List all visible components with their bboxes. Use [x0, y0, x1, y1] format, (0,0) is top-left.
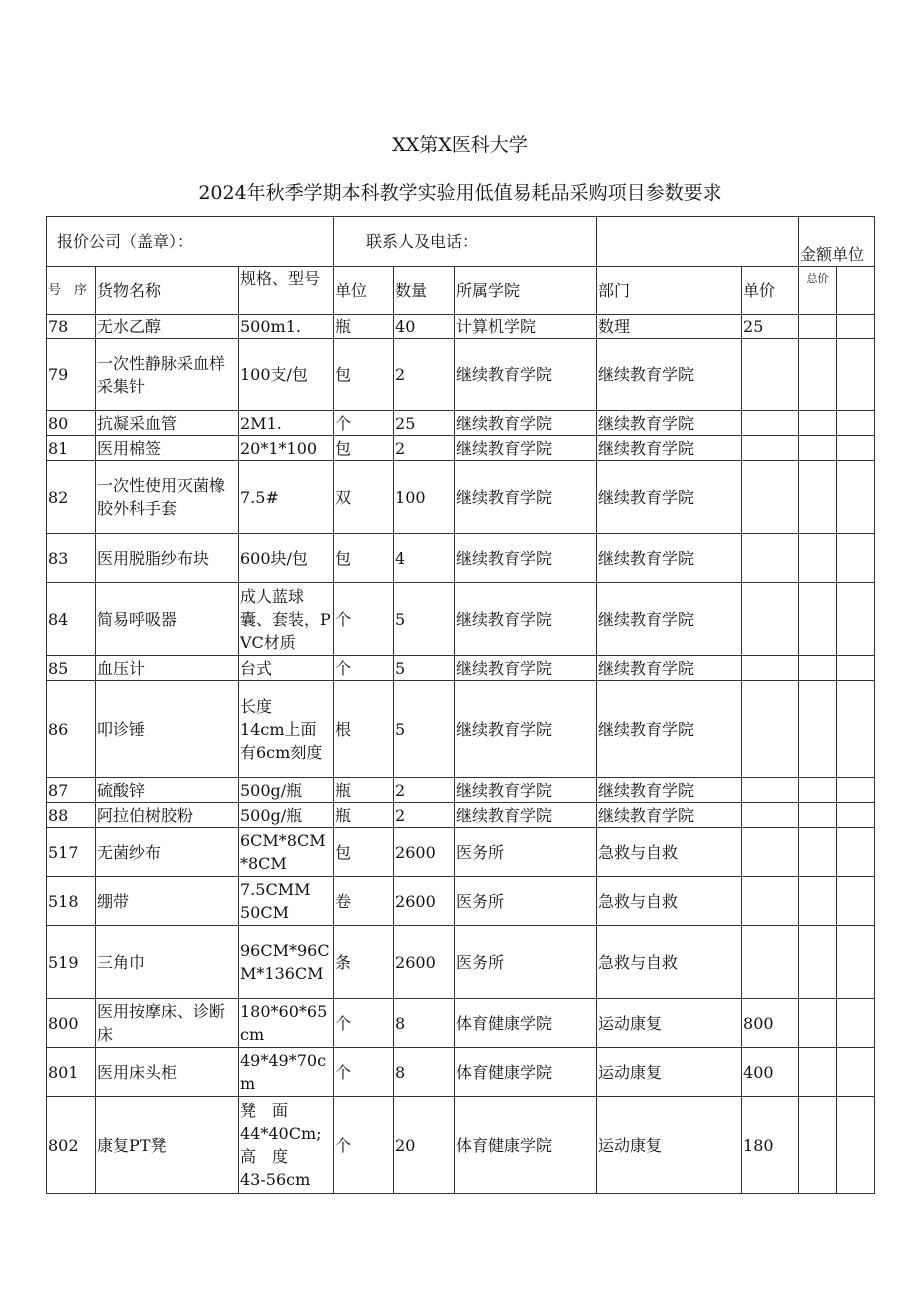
- item-name: 医用按摩床、诊断床: [96, 999, 239, 1048]
- item-extra-cell[interactable]: [837, 411, 875, 436]
- item-name: 叩诊锤: [96, 681, 239, 778]
- item-quantity: 2: [394, 803, 455, 828]
- item-unit: 个: [334, 1048, 394, 1097]
- item-unit-price: [742, 656, 799, 681]
- item-quantity: 5: [394, 656, 455, 681]
- item-department: 急救与自救: [597, 926, 742, 999]
- item-unit-price: [742, 803, 799, 828]
- item-name: 阿拉伯树胶粉: [96, 803, 239, 828]
- col-price: 单价: [742, 267, 799, 315]
- item-spec: 凳 面 44*40Cm; 高 度 43-56cm: [239, 1097, 334, 1194]
- item-name: 简易呼吸器: [96, 583, 239, 656]
- table-row: [47, 828, 875, 877]
- item-spec: 96CM*96CM*136CM: [239, 926, 334, 999]
- item-extra-cell[interactable]: [837, 828, 875, 877]
- item-total-price[interactable]: [799, 1048, 837, 1097]
- item-spec: 6CM*8CM*8CM: [239, 828, 334, 877]
- item-quantity: 5: [394, 583, 455, 656]
- item-unit: 个: [334, 411, 394, 436]
- item-total-price[interactable]: [799, 461, 837, 534]
- table-row: [47, 1048, 875, 1097]
- item-extra-cell[interactable]: [837, 1097, 875, 1194]
- row-number: 800: [47, 999, 96, 1048]
- item-unit: 个: [334, 583, 394, 656]
- item-spec: 台式: [239, 656, 334, 681]
- item-college: 体育健康学院: [455, 999, 597, 1048]
- item-college: 继续教育学院: [455, 436, 597, 461]
- item-unit-price: [742, 436, 799, 461]
- item-quantity: 8: [394, 999, 455, 1048]
- item-name: 无水乙醇: [96, 315, 239, 339]
- item-spec: 500g/瓶: [239, 778, 334, 803]
- table-row: [47, 534, 875, 583]
- table-row: [47, 339, 875, 411]
- item-spec: 180*60*65cm: [239, 999, 334, 1048]
- item-unit-price: [742, 583, 799, 656]
- item-extra-cell[interactable]: [837, 339, 875, 411]
- item-college: 继续教育学院: [455, 656, 597, 681]
- document-title: XX第X医科大学: [392, 134, 528, 156]
- item-quantity: 20: [394, 1097, 455, 1194]
- item-unit-price: [742, 534, 799, 583]
- item-total-price[interactable]: [799, 411, 837, 436]
- item-quantity: 25: [394, 411, 455, 436]
- item-quantity: 2600: [394, 877, 455, 926]
- contact-value-cell[interactable]: [597, 217, 799, 267]
- table-row: [47, 1097, 875, 1194]
- item-unit-price: [742, 877, 799, 926]
- item-total-price[interactable]: [799, 436, 837, 461]
- table-row: [47, 681, 875, 778]
- item-quantity: 5: [394, 681, 455, 778]
- document-subtitle: 2024年秋季学期本科教学实验用低值易耗品采购项目参数要求: [198, 182, 722, 204]
- table-row: [47, 999, 875, 1048]
- item-unit: 个: [334, 1097, 394, 1194]
- item-unit-price: 25: [742, 315, 799, 339]
- item-unit-price: 800: [742, 999, 799, 1048]
- item-unit: 包: [334, 534, 394, 583]
- item-extra-cell[interactable]: [837, 436, 875, 461]
- procurement-table: [46, 216, 875, 1194]
- row-number: 78: [47, 315, 96, 339]
- item-name: 一次性静脉采血样 采集针: [96, 339, 239, 411]
- item-college: 继续教育学院: [455, 778, 597, 803]
- row-number: 802: [47, 1097, 96, 1194]
- item-department: 继续教育学院: [597, 411, 742, 436]
- item-quantity: 8: [394, 1048, 455, 1097]
- col-college: 所属学院: [455, 267, 597, 315]
- table-row: [47, 461, 875, 534]
- table-row: [47, 778, 875, 803]
- item-department: 数理: [597, 315, 742, 339]
- item-unit: 双: [334, 461, 394, 534]
- item-college: 继续教育学院: [455, 681, 597, 778]
- item-extra-cell[interactable]: [837, 461, 875, 534]
- item-department: 继续教育学院: [597, 436, 742, 461]
- item-spec: 7.5CMM 50CM: [239, 877, 334, 926]
- item-college: 继续教育学院: [455, 411, 597, 436]
- item-total-price[interactable]: [799, 681, 837, 778]
- row-number: 79: [47, 339, 96, 411]
- column-header-row: [47, 267, 875, 315]
- amount-unit-label: 金额单位: [799, 217, 875, 267]
- item-total-price[interactable]: [799, 926, 837, 999]
- item-unit: 个: [334, 999, 394, 1048]
- row-number: 86: [47, 681, 96, 778]
- item-unit-price: [742, 339, 799, 411]
- item-extra-cell[interactable]: [837, 583, 875, 656]
- table-row: [47, 583, 875, 656]
- item-quantity: 2: [394, 778, 455, 803]
- item-unit: 根: [334, 681, 394, 778]
- item-extra-cell[interactable]: [837, 999, 875, 1048]
- item-department: 急救与自救: [597, 877, 742, 926]
- item-total-price[interactable]: [799, 315, 837, 339]
- item-total-price[interactable]: [799, 583, 837, 656]
- item-quantity: 2: [394, 339, 455, 411]
- row-number: 87: [47, 778, 96, 803]
- item-name: 血压计: [96, 656, 239, 681]
- item-department: 继续教育学院: [597, 681, 742, 778]
- row-number: 80: [47, 411, 96, 436]
- item-unit-price: 400: [742, 1048, 799, 1097]
- table-row: [47, 315, 875, 339]
- item-college: 继续教育学院: [455, 339, 597, 411]
- item-total-price[interactable]: [799, 828, 837, 877]
- item-college: 体育健康学院: [455, 1097, 597, 1194]
- item-spec: 500g/瓶: [239, 803, 334, 828]
- item-name: 医用棉签: [96, 436, 239, 461]
- item-name: 一次性使用灭菌橡胶外科手套: [96, 461, 239, 534]
- item-college: 继续教育学院: [455, 803, 597, 828]
- item-unit: 包: [334, 339, 394, 411]
- item-unit: 包: [334, 436, 394, 461]
- item-unit-price: [742, 926, 799, 999]
- item-extra-cell[interactable]: [837, 681, 875, 778]
- item-quantity: 2: [394, 436, 455, 461]
- item-department: 继续教育学院: [597, 461, 742, 534]
- row-number: 88: [47, 803, 96, 828]
- item-name: 医用床头柜: [96, 1048, 239, 1097]
- item-department: 继续教育学院: [597, 656, 742, 681]
- item-unit-price: [742, 681, 799, 778]
- row-number: 84: [47, 583, 96, 656]
- item-department: 继续教育学院: [597, 534, 742, 583]
- item-unit-price: [742, 778, 799, 803]
- item-department: 运动康复: [597, 999, 742, 1048]
- item-unit: 条: [334, 926, 394, 999]
- item-quantity: 40: [394, 315, 455, 339]
- item-total-price[interactable]: [799, 999, 837, 1048]
- item-spec: 100支/包: [239, 339, 334, 411]
- item-name: 抗凝采血管: [96, 411, 239, 436]
- item-department: 继续教育学院: [597, 803, 742, 828]
- form-header-row: [47, 217, 875, 267]
- item-name: 无菌纱布: [96, 828, 239, 877]
- item-spec: 7.5#: [239, 461, 334, 534]
- table-row: [47, 926, 875, 999]
- item-college: 计算机学院: [455, 315, 597, 339]
- item-total-price[interactable]: [799, 339, 837, 411]
- item-name: 硫酸锌: [96, 778, 239, 803]
- item-name: 康复PT凳: [96, 1097, 239, 1194]
- item-quantity: 2600: [394, 828, 455, 877]
- item-department: 继续教育学院: [597, 778, 742, 803]
- row-number: 519: [47, 926, 96, 999]
- item-extra-cell[interactable]: [837, 656, 875, 681]
- item-department: 运动康复: [597, 1097, 742, 1194]
- item-extra-cell[interactable]: [837, 877, 875, 926]
- col-name: 货物名称: [96, 267, 239, 315]
- item-spec: 2M1.: [239, 411, 334, 436]
- item-total-price[interactable]: [799, 1097, 837, 1194]
- item-college: 继续教育学院: [455, 583, 597, 656]
- item-spec: 600块/包: [239, 534, 334, 583]
- col-qty: 数量: [394, 267, 455, 315]
- item-extra-cell[interactable]: [837, 926, 875, 999]
- item-quantity: 4: [394, 534, 455, 583]
- col-total: 总价: [799, 267, 837, 315]
- item-college: 医务所: [455, 828, 597, 877]
- row-number: 801: [47, 1048, 96, 1097]
- row-number: 85: [47, 656, 96, 681]
- item-spec: 成人蓝球囊、套装，PVC材质: [239, 583, 334, 656]
- item-name: 三角巾: [96, 926, 239, 999]
- row-number: 517: [47, 828, 96, 877]
- item-spec: 长度 14cm上面有6cm刻度: [239, 681, 334, 778]
- item-quantity: 100: [394, 461, 455, 534]
- item-spec: 20*1*100: [239, 436, 334, 461]
- row-number: 82: [47, 461, 96, 534]
- table-row: [47, 803, 875, 828]
- item-unit-price: [742, 828, 799, 877]
- col-unit: 单位: [334, 267, 394, 315]
- row-number: 518: [47, 877, 96, 926]
- item-unit: 瓶: [334, 803, 394, 828]
- col-extra: [837, 267, 875, 315]
- item-total-price[interactable]: [799, 534, 837, 583]
- item-college: 继续教育学院: [455, 461, 597, 534]
- item-extra-cell[interactable]: [837, 778, 875, 803]
- item-extra-cell[interactable]: [837, 315, 875, 339]
- item-name: 医用脱脂纱布块: [96, 534, 239, 583]
- item-total-price[interactable]: [799, 656, 837, 681]
- contact-label: [334, 217, 597, 267]
- item-spec: 500m1.: [239, 315, 334, 339]
- item-unit-price: 180: [742, 1097, 799, 1194]
- table-row: [47, 656, 875, 681]
- item-department: 运动康复: [597, 1048, 742, 1097]
- item-total-price[interactable]: [799, 778, 837, 803]
- col-seq: 号 序: [47, 267, 96, 315]
- item-unit: 包: [334, 828, 394, 877]
- col-dept: 部门: [597, 267, 742, 315]
- item-total-price[interactable]: [799, 803, 837, 828]
- item-unit: 瓶: [334, 315, 394, 339]
- item-department: 继续教育学院: [597, 339, 742, 411]
- item-name: 绷带: [96, 877, 239, 926]
- table-row: [47, 411, 875, 436]
- row-number: 81: [47, 436, 96, 461]
- item-college: 医务所: [455, 877, 597, 926]
- table-row: [47, 436, 875, 461]
- item-college: 继续教育学院: [455, 534, 597, 583]
- item-department: 急救与自救: [597, 828, 742, 877]
- item-college: 医务所: [455, 926, 597, 999]
- item-total-price[interactable]: [799, 877, 837, 926]
- item-spec: 49*49*70cm: [239, 1048, 334, 1097]
- item-unit-price: [742, 411, 799, 436]
- item-college: 体育健康学院: [455, 1048, 597, 1097]
- item-unit-price: [742, 461, 799, 534]
- item-unit: 个: [334, 656, 394, 681]
- item-unit: 卷: [334, 877, 394, 926]
- item-extra-cell[interactable]: [837, 803, 875, 828]
- table-row: [47, 877, 875, 926]
- item-extra-cell[interactable]: [837, 534, 875, 583]
- item-department: 继续教育学院: [597, 583, 742, 656]
- item-quantity: 2600: [394, 926, 455, 999]
- contact-label-text: 联系人及电话：: [366, 232, 479, 251]
- item-extra-cell[interactable]: [837, 1048, 875, 1097]
- row-number: 83: [47, 534, 96, 583]
- quote-company-label: 报价公司（盖章）：: [47, 217, 334, 267]
- item-unit: 瓶: [334, 778, 394, 803]
- col-spec: 规格、型号: [239, 267, 334, 315]
